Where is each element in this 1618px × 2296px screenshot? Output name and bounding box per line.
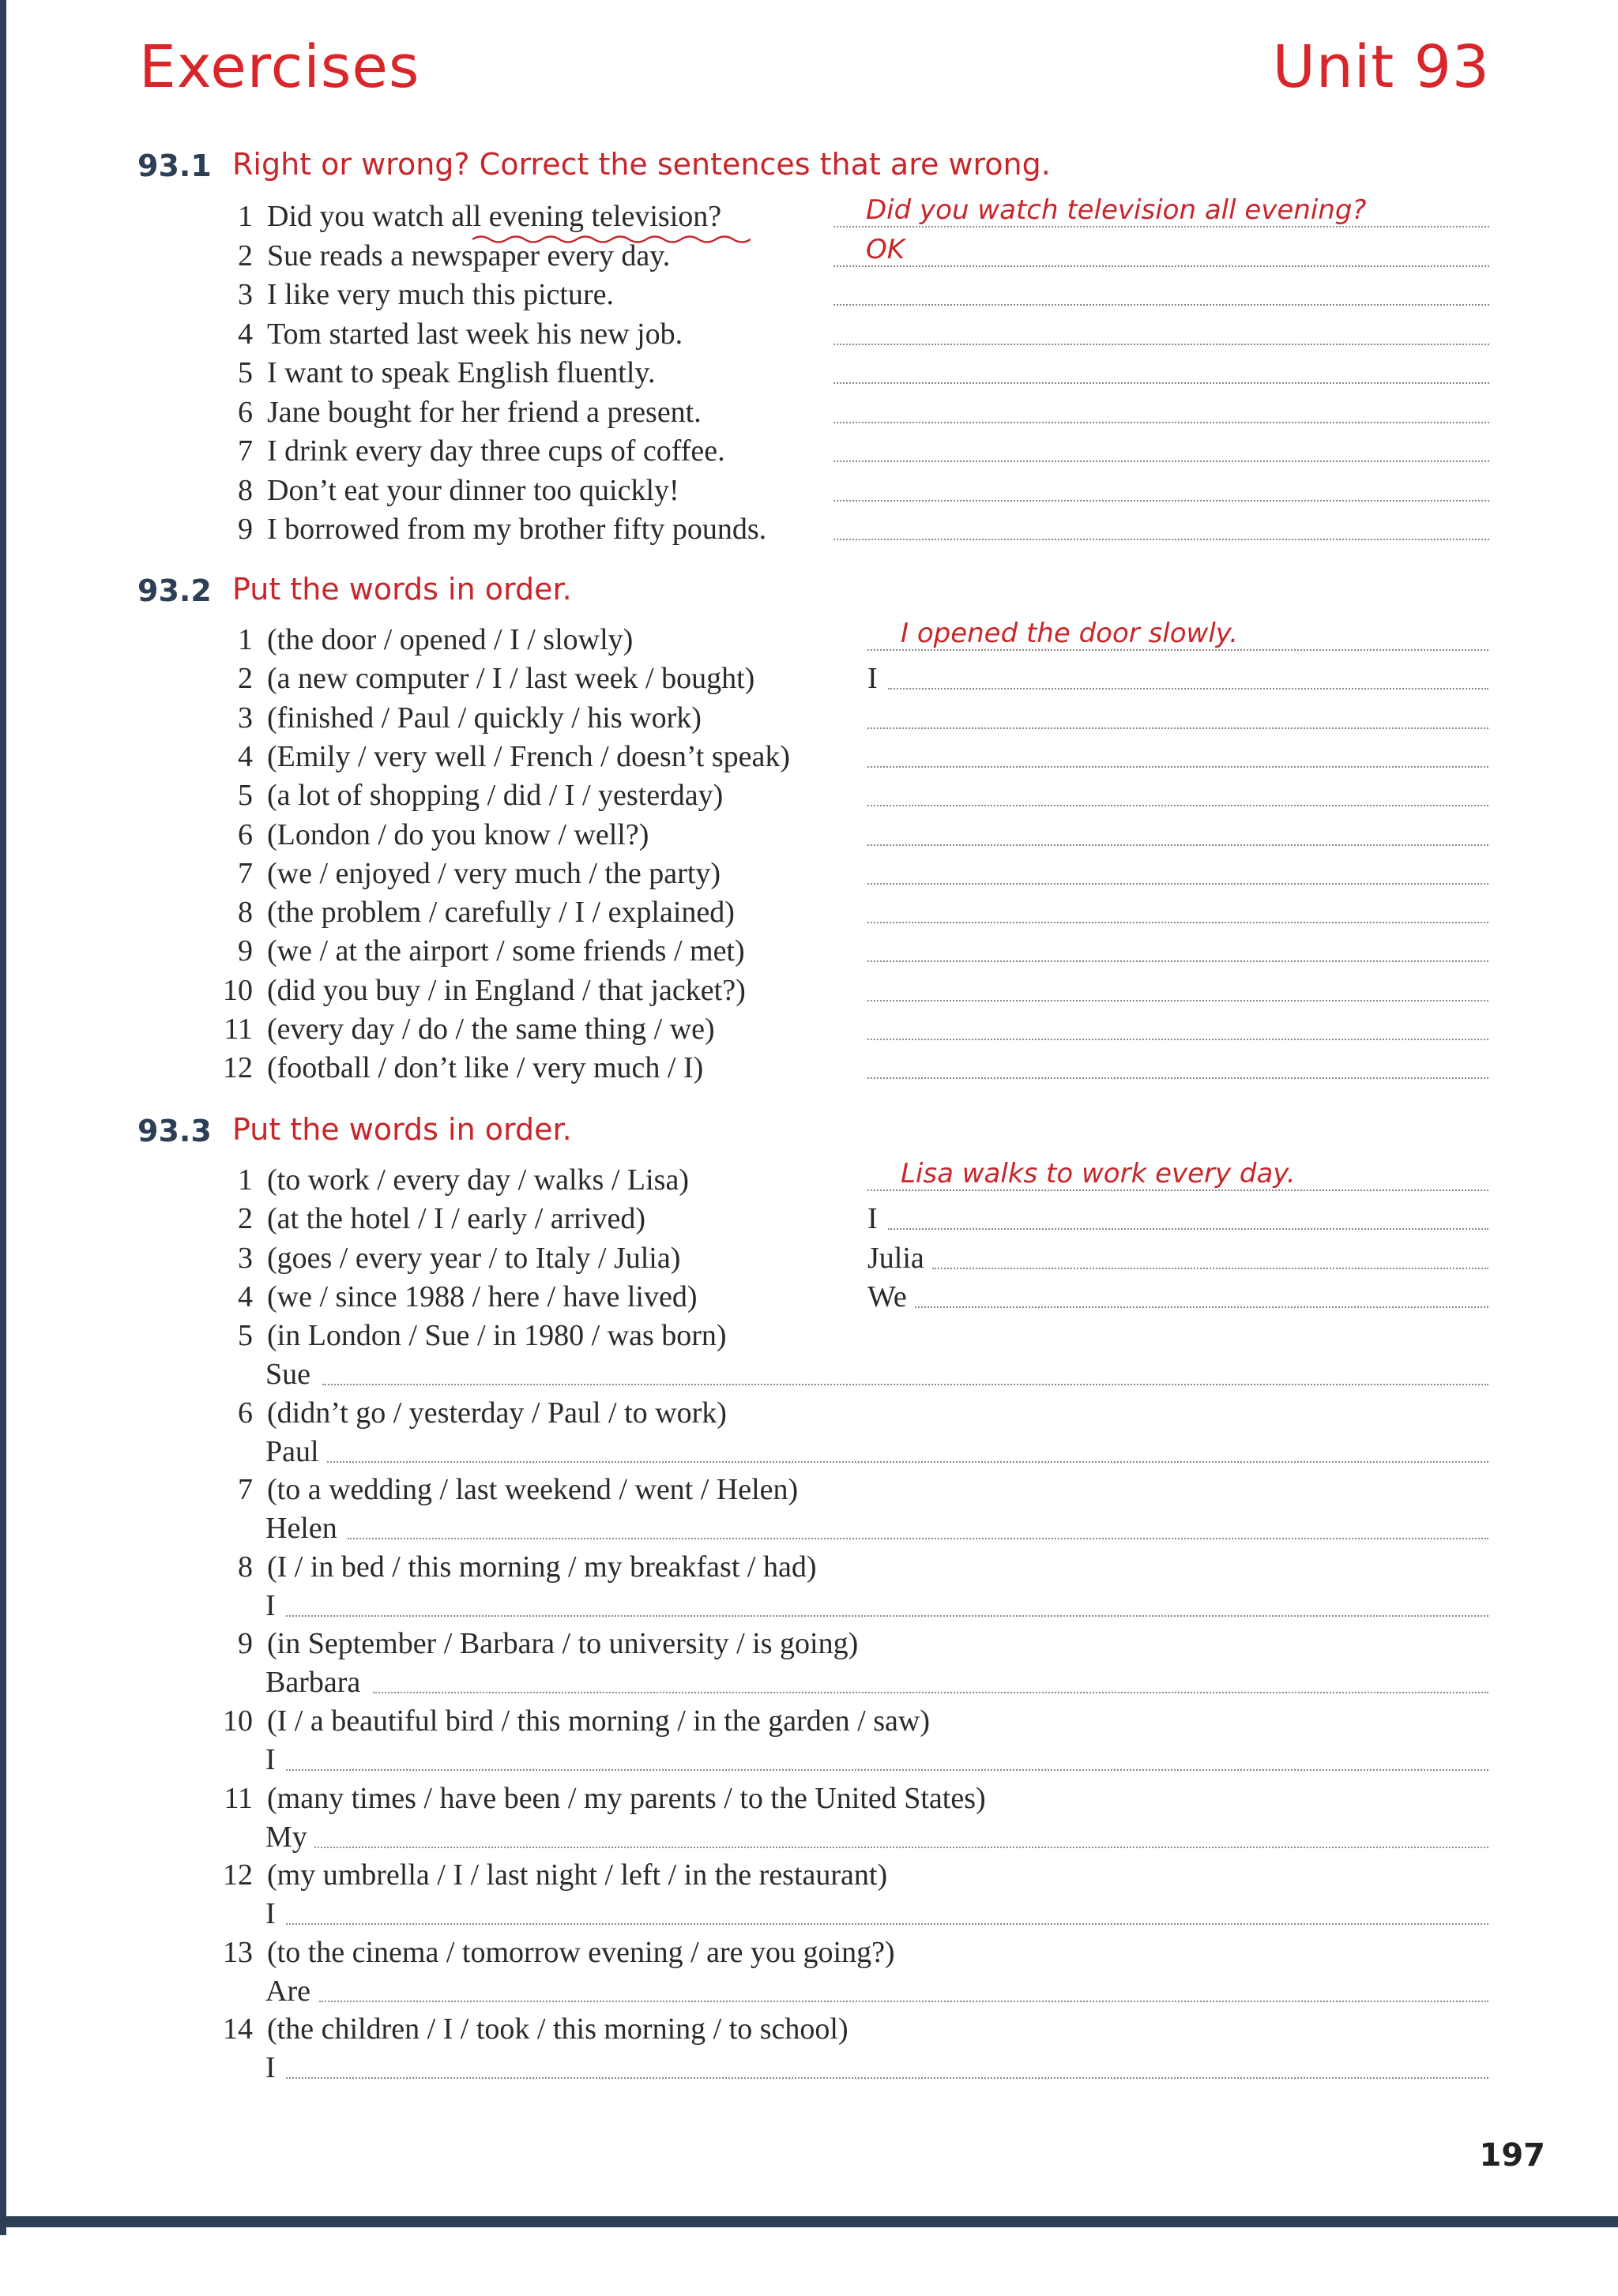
item-question: (did you buy / in England / that jacket?) [267, 973, 746, 1007]
answer-line[interactable] [322, 1384, 1488, 1385]
item-number: 3 [238, 701, 253, 735]
item-number: 8 [238, 473, 253, 507]
answer-prefix: Julia [867, 1241, 924, 1275]
answer-line[interactable] [867, 1039, 1488, 1040]
item-number: 4 [238, 317, 253, 351]
item-question: (to work / every day / walks / Lisa) [267, 1163, 689, 1197]
answer-line[interactable] [867, 1000, 1488, 1001]
item-question: (we / enjoyed / very much / the party) [267, 856, 721, 890]
answer-prefix: I [867, 1202, 878, 1236]
item-question: I want to speak English fluently. [267, 356, 656, 389]
item-number: 6 [238, 395, 253, 429]
answer-line[interactable] [888, 688, 1488, 690]
answer-prefix: Sue [265, 1358, 310, 1391]
answer-line[interactable] [888, 1228, 1488, 1230]
item-question: (football / don’t like / very much / I) [267, 1051, 704, 1085]
item-number: 4 [238, 739, 253, 773]
answer-line[interactable] [867, 649, 1488, 651]
item-number: 9 [238, 1627, 253, 1661]
item-number: 10 [223, 973, 253, 1007]
answer-prefix: I [265, 1743, 276, 1776]
item-question: Did you watch all evening television? [267, 200, 722, 233]
item-number: 9 [238, 513, 253, 546]
item-number: 8 [238, 1550, 253, 1584]
answer-line[interactable] [373, 1692, 1488, 1693]
answer-line[interactable] [867, 805, 1488, 806]
answer-prefix: My [265, 1820, 307, 1854]
item-question: (we / since 1988 / here / have lived) [267, 1280, 698, 1313]
item-question: (at the hotel / I / early / arrived) [267, 1202, 646, 1236]
item-number: 3 [238, 278, 253, 311]
answer-prefix: Are [265, 1974, 310, 2008]
item-question: (to the cinema / tomorrow evening / are you going?) [267, 1935, 895, 1969]
item-number: 9 [238, 934, 253, 968]
answer-line[interactable] [319, 2001, 1488, 2002]
item-number: 12 [223, 1051, 253, 1085]
answer-line[interactable] [833, 304, 1489, 306]
answer-prefix: Helen [265, 1512, 337, 1546]
item-number: 2 [238, 239, 253, 272]
answer-line[interactable] [867, 1189, 1488, 1191]
item-question: (to a wedding / last weekend / went / Helen) [267, 1473, 799, 1507]
answer-prefix: Barbara [265, 1666, 361, 1700]
item-number: 7 [238, 856, 253, 890]
section-93-2-number: 93.2 [137, 573, 212, 608]
answer-line[interactable] [932, 1268, 1488, 1269]
answer-prefix: Paul [265, 1434, 319, 1468]
answer-line[interactable] [833, 500, 1489, 502]
section-93-3-number: 93.3 [137, 1114, 212, 1148]
item-number: 11 [224, 1781, 253, 1815]
item-number: 14 [223, 2012, 253, 2046]
written-answer: Did you watch television all evening? [866, 194, 1367, 226]
section-93-2-title: Put the words in order. [232, 572, 572, 607]
written-answer: OK [866, 233, 905, 265]
written-answer: Lisa walks to work every day. [901, 1158, 1296, 1189]
answer-line[interactable] [867, 844, 1488, 846]
item-number: 13 [223, 1935, 253, 1969]
answer-line[interactable] [867, 727, 1488, 729]
answer-line[interactable] [867, 883, 1488, 885]
item-question: Don’t eat your dinner too quickly! [267, 473, 679, 507]
item-question: (Emily / very well / French / doesn’t speak) [267, 739, 791, 773]
item-number: 1 [238, 200, 253, 233]
item-question: (we / at the airport / some friends / met) [267, 934, 745, 968]
item-question: (I / in bed / this morning / my breakfast / had) [267, 1550, 817, 1584]
item-question: (in London / Sue / in 1980 / was born) [267, 1319, 727, 1352]
answer-line[interactable] [833, 539, 1489, 540]
answer-prefix: I [265, 1897, 276, 1931]
item-question: (my umbrella / I / last night / left / in the restaurant) [267, 1858, 888, 1892]
answer-line[interactable] [833, 265, 1489, 267]
answer-line[interactable] [867, 922, 1488, 923]
item-question: I like very much this picture. [267, 278, 614, 311]
item-question: (the problem / carefully / I / explained) [267, 896, 735, 930]
answer-line[interactable] [915, 1306, 1488, 1308]
section-93-3-title: Put the words in order. [232, 1112, 572, 1147]
item-number: 7 [238, 434, 253, 468]
item-question: (many times / have been / my parents / to the United States) [267, 1781, 986, 1815]
section-93-1-number: 93.1 [137, 148, 212, 183]
item-question: (a new computer / I / last week / bought) [267, 662, 755, 696]
item-number: 1 [238, 623, 253, 656]
item-question: Tom started last week his new job. [267, 317, 683, 351]
item-number: 8 [238, 896, 253, 930]
answer-line[interactable] [833, 460, 1489, 462]
item-question: Sue reads a newspaper every day. [267, 239, 671, 272]
item-number: 6 [238, 1396, 253, 1430]
item-number: 12 [223, 1858, 253, 1892]
written-answer: I opened the door slowly. [901, 618, 1239, 649]
answer-line[interactable] [286, 1923, 1488, 1925]
item-question: (goes / every year / to Italy / Julia) [267, 1241, 681, 1275]
answer-line[interactable] [286, 2077, 1488, 2079]
section-93-1-title: Right or wrong? Correct the sentences that are wrong. [232, 147, 1051, 182]
item-question: (every day / do / the same thing / we) [267, 1013, 715, 1046]
answer-prefix: I [265, 1588, 276, 1622]
item-question: (a lot of shopping / did / I / yesterday) [267, 779, 724, 813]
answer-line[interactable] [833, 344, 1489, 345]
answer-line[interactable] [833, 382, 1489, 384]
item-number: 1 [238, 1163, 253, 1197]
item-number: 5 [238, 779, 253, 813]
item-question: I borrowed from my brother fifty pounds. [267, 513, 767, 546]
unit-heading: Unit 93 [1272, 33, 1490, 101]
answer-line[interactable] [867, 1077, 1488, 1079]
exercises-heading: Exercises [139, 33, 420, 101]
answer-line[interactable] [327, 1461, 1488, 1463]
item-question: (didn’t go / yesterday / Paul / to work) [267, 1396, 727, 1430]
item-number: 4 [238, 1280, 253, 1313]
item-question: (in September / Barbara / to university / is going) [267, 1627, 859, 1661]
item-question: (the children / I / took / this morning / to school) [267, 2012, 849, 2046]
answer-line[interactable] [833, 226, 1489, 227]
answer-line[interactable] [833, 422, 1489, 423]
item-question: (the door / opened / I / slowly) [267, 623, 634, 656]
page-number: 197 [1479, 2137, 1545, 2174]
item-question: I drink every day three cups of coffee. [267, 434, 725, 468]
item-question: Jane bought for her friend a present. [267, 395, 702, 429]
item-number: 5 [238, 356, 253, 389]
answer-line[interactable] [348, 1538, 1488, 1539]
item-number: 2 [238, 662, 253, 696]
item-number: 2 [238, 1202, 253, 1236]
item-number: 6 [238, 817, 253, 851]
answer-prefix: I [265, 2051, 276, 2085]
item-number: 3 [238, 1241, 253, 1275]
answer-line[interactable] [867, 960, 1488, 962]
answer-line[interactable] [286, 1769, 1488, 1771]
answer-prefix: We [867, 1280, 907, 1313]
answer-line[interactable] [314, 1847, 1488, 1848]
item-question: (finished / Paul / quickly / his work) [267, 701, 702, 735]
item-number: 11 [224, 1013, 253, 1046]
answer-line[interactable] [867, 766, 1488, 768]
item-number: 10 [223, 1704, 253, 1738]
item-question: (I / a beautiful bird / this morning / in the garden / saw) [267, 1704, 930, 1738]
answer-prefix: I [867, 662, 878, 696]
item-number: 7 [238, 1473, 253, 1507]
item-question: (London / do you know / well?) [267, 817, 649, 851]
answer-line[interactable] [286, 1615, 1488, 1617]
item-number: 5 [238, 1319, 253, 1352]
